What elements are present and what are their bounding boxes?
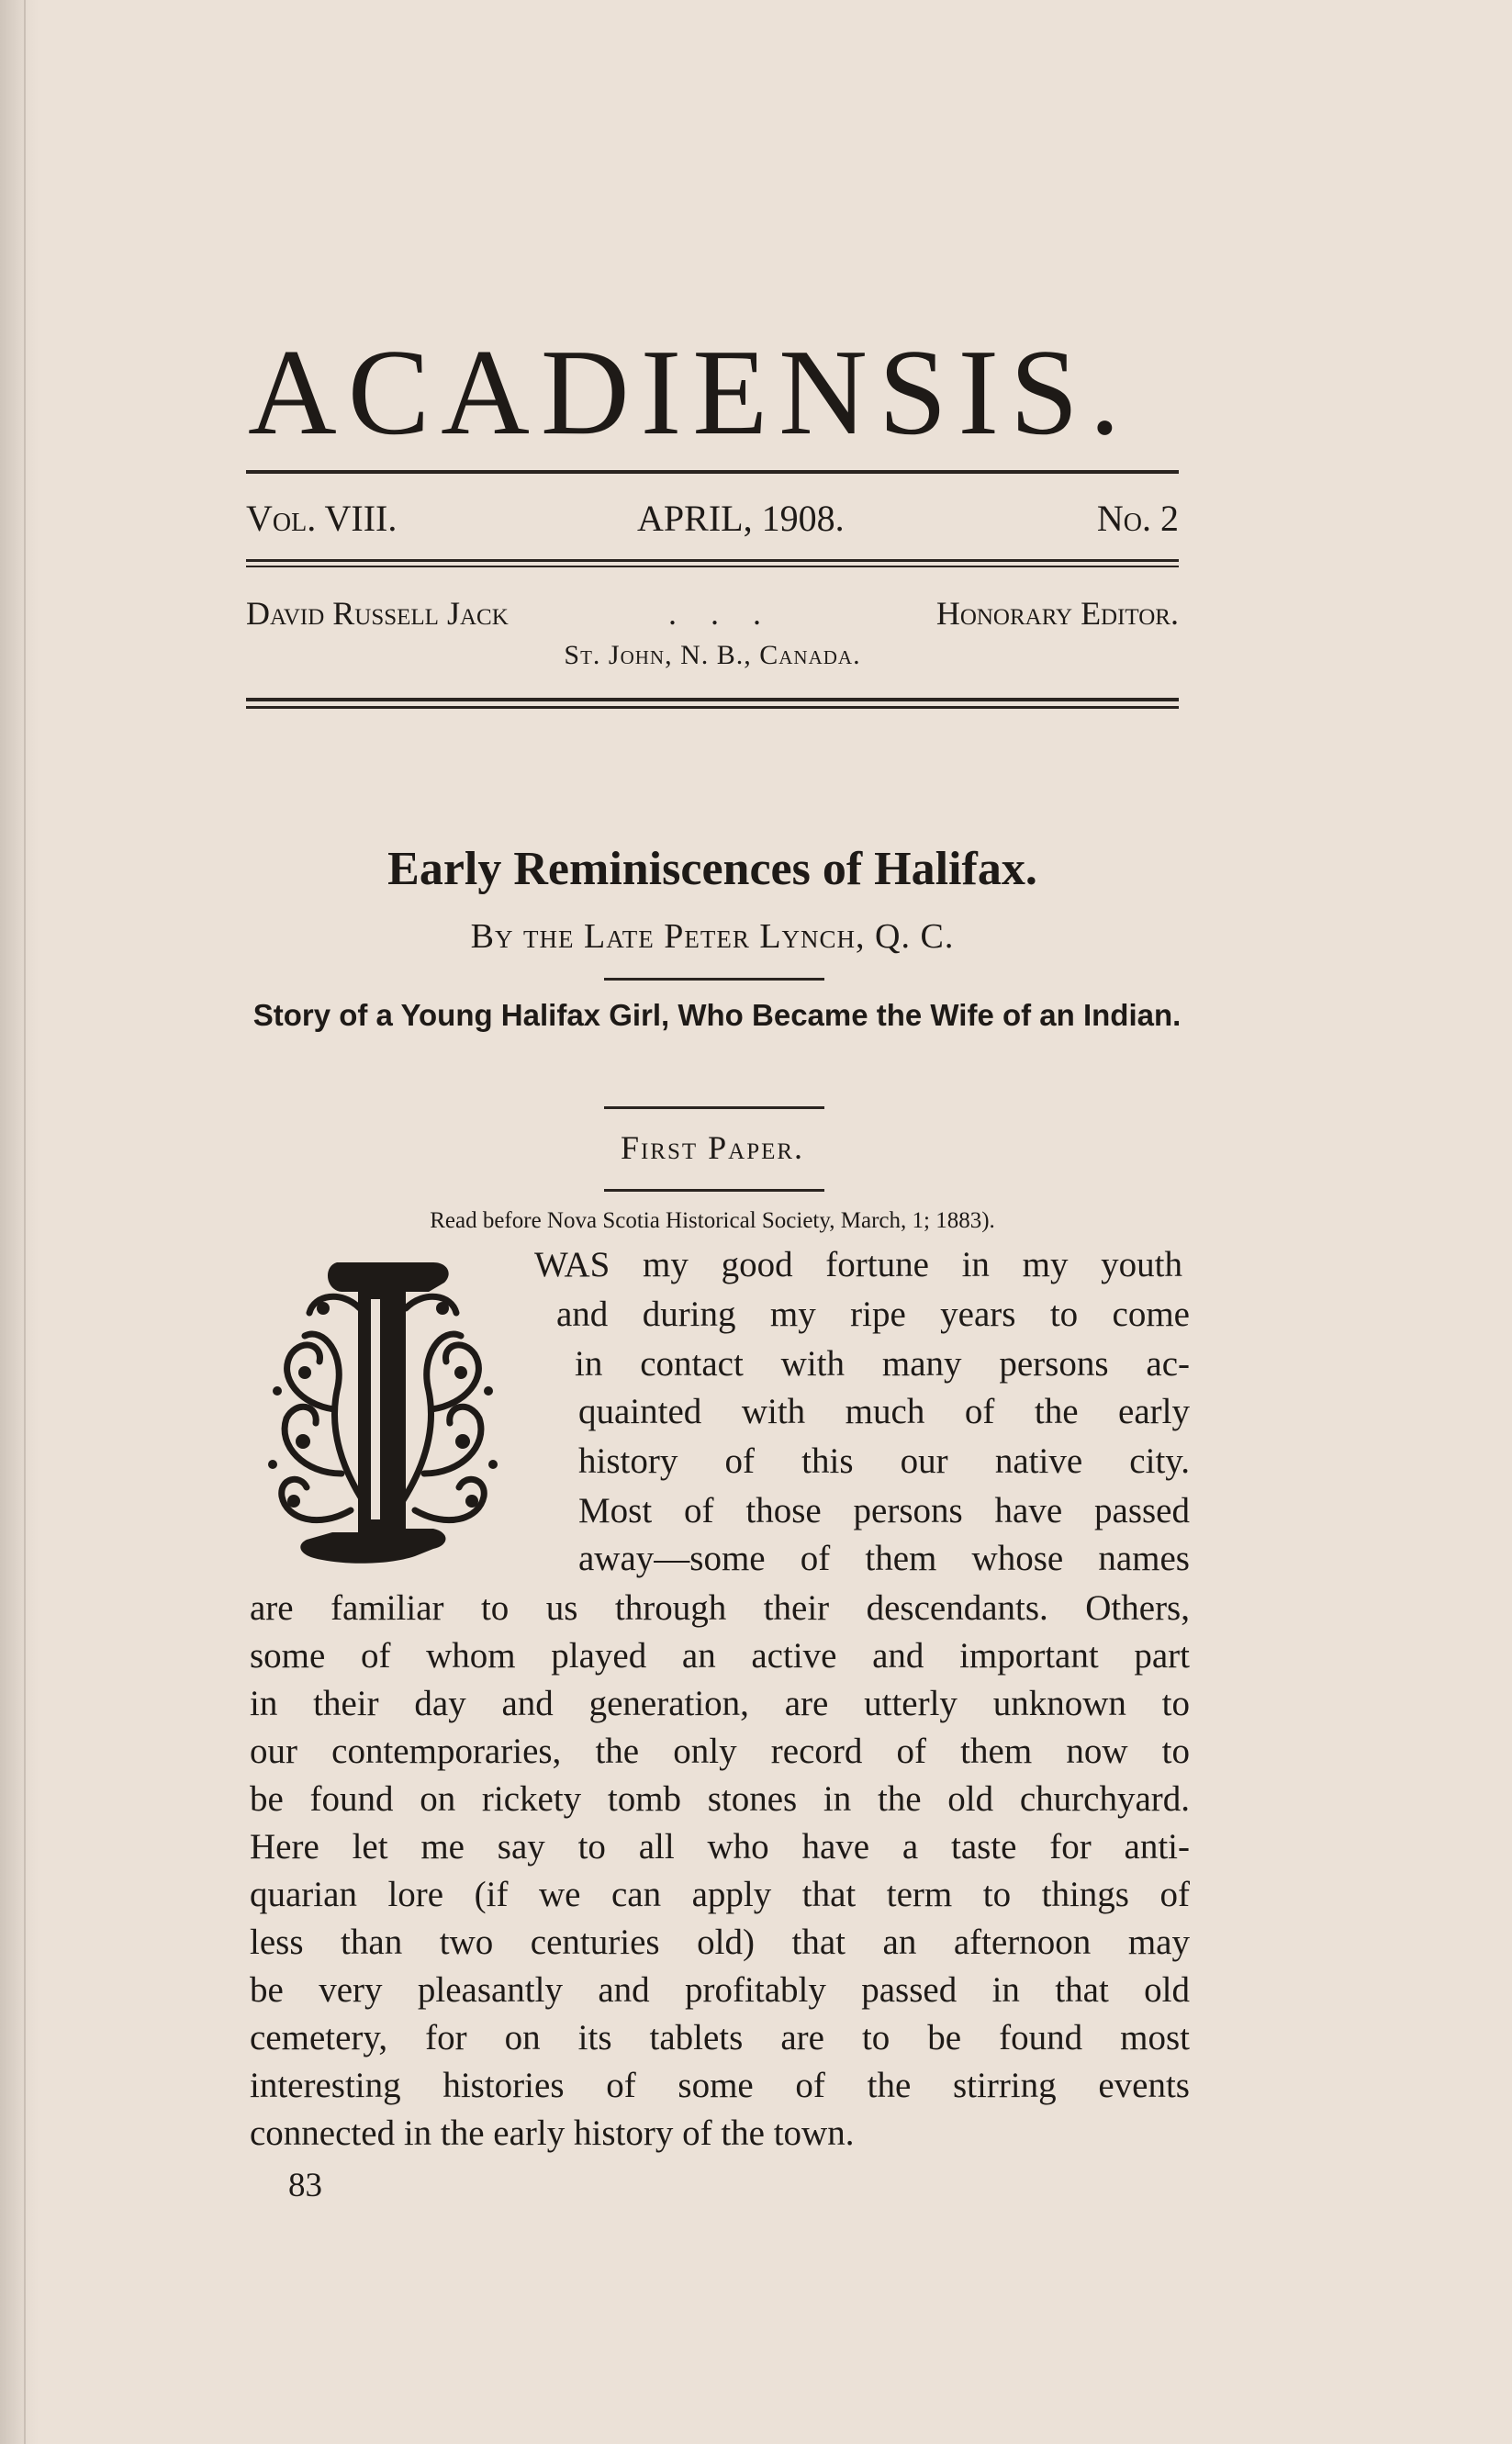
editor-line <box>246 592 1179 634</box>
issue-line <box>246 496 1179 542</box>
read-note: Read before Nova Scotia Historical Society, March, 1; 1883). <box>430 1208 995 1233</box>
body-line: be found on rickety tomb stones in the old churchyard. <box>250 1779 1190 1819</box>
body-line: are familiar to us through their descendants. Others, <box>250 1588 1190 1628</box>
left-curl-top <box>309 1296 360 1313</box>
page-edge-shadow <box>0 0 39 2444</box>
body-line: some of whom played an active and important part <box>250 1636 1190 1676</box>
issue-rule-2 <box>246 566 1179 567</box>
article-byline: By the Late Peter Lynch, Q. C. <box>470 917 955 956</box>
masthead-rule-bottom-1 <box>246 698 1179 701</box>
body-line: history of this our native city. <box>578 1441 1190 1481</box>
left-curl-mid <box>287 1345 334 1409</box>
body-line: and during my ripe years to come <box>556 1295 1190 1334</box>
right-curl-mid <box>431 1345 478 1409</box>
editor-leader-dots: . . . <box>668 595 774 632</box>
issue-number: No. 2 <box>1096 498 1179 539</box>
issue-date: APRIL, 1908. <box>637 498 845 539</box>
page-fold-line <box>24 0 26 2444</box>
body-line: in their day and generation, are utterly unknown to <box>250 1684 1190 1723</box>
editor-role: Honorary Editor. <box>935 595 1179 632</box>
body-line: be very pleasantly and profitably passed in that old <box>250 1970 1190 2010</box>
paper-label-rule <box>604 1189 824 1192</box>
issue-rule-1 <box>246 559 1179 562</box>
article-subtitle: Story of a Young Halifax Girl, Who Became the Wife of an Indian. <box>252 998 1182 1032</box>
body-line: Here let me say to all who have a taste for anti- <box>250 1827 1190 1867</box>
editor-address: St. John, N. B., Canada. <box>564 640 861 670</box>
body-line: WAS my good fortune in my youth <box>534 1245 1182 1284</box>
drop-cap-ornament <box>250 1253 516 1584</box>
body-line: less than two centuries old) that an afternoon may <box>250 1923 1190 1962</box>
body-line: in contact with many persons ac- <box>575 1344 1190 1384</box>
journal-title: ACADIENSIS. <box>248 324 1132 460</box>
ornamental-initial-i-icon <box>250 1253 516 1584</box>
body-line: our contemporaries, the only record of them now to <box>250 1732 1190 1771</box>
body-line: quainted with much of the early <box>578 1392 1190 1431</box>
editor-name: David Russell Jack <box>246 595 509 632</box>
subtitle-rule <box>604 1106 824 1109</box>
body-line: interesting histories of some of the stirring events <box>250 2066 1190 2105</box>
right-curl-top <box>406 1296 456 1313</box>
body-line: cemetery, for on its tablets are to be found most <box>250 2018 1190 2057</box>
body-line: Most of those persons have passed <box>578 1491 1190 1530</box>
body-line: quarian lore (if we can apply that term to things of <box>250 1875 1190 1914</box>
masthead-rule-top <box>246 470 1179 474</box>
volume-label: Vol. VIII. <box>246 498 398 539</box>
page-number: 83 <box>288 2167 322 2204</box>
article-title: Early Reminiscences of Halifax. <box>387 843 1037 895</box>
byline-rule <box>604 978 824 981</box>
masthead-rule-bottom-2 <box>246 706 1179 709</box>
body-line: connected in the early history of the town. <box>250 2113 855 2153</box>
body-line: away—some of them whose names <box>578 1539 1190 1578</box>
paper-label: First Paper. <box>620 1129 805 1166</box>
